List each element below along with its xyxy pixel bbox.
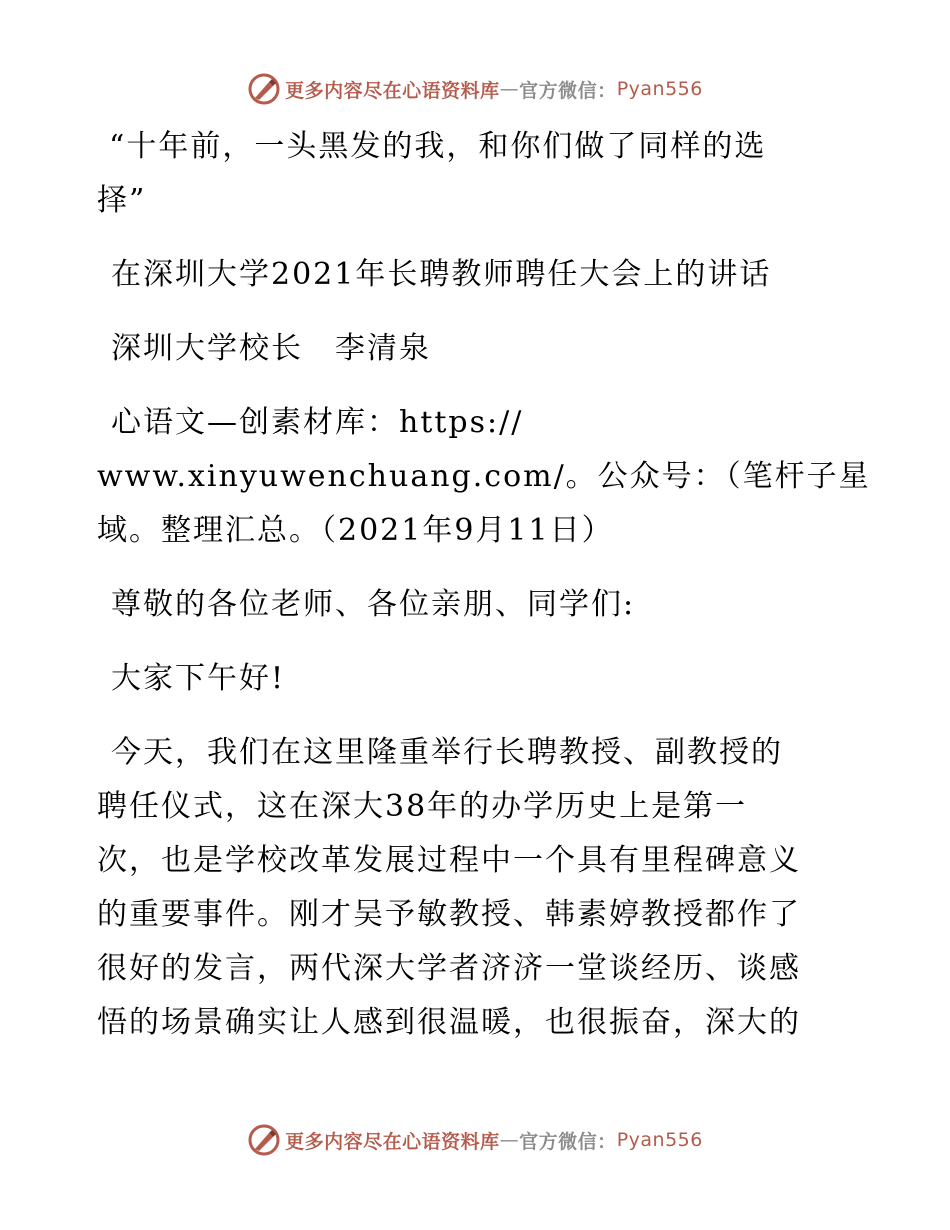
source-line-1: 心语文—创素材库：https:// [111, 405, 524, 440]
banner-promo-text: 更多内容尽在心语资料库 [285, 1130, 500, 1153]
salutation: 尊敬的各位老师、各位亲朋、同学们: [111, 587, 636, 622]
pen-logo-icon [247, 72, 281, 106]
body-line: 今天，我们在这里隆重举行长聘教授、副教授的 [111, 735, 783, 770]
banner-promo-text: 更多内容尽在心语资料库 [285, 79, 500, 102]
banner-dash: — [499, 1129, 520, 1151]
body-line: 的重要事件。刚才吴予敏教授、韩素婷教授都作了 [97, 897, 801, 932]
body-line: 很好的发言，两代深大学者济济一堂谈经历、谈感 [97, 951, 801, 986]
document-body [97, 120, 871, 1050]
banner-dash: — [499, 78, 520, 100]
source-line-2: www.xinyuwenchuang.com/。公众号：（笔杆子星 [97, 459, 871, 494]
title-line-2: 择” [97, 183, 147, 218]
pen-logo-icon [247, 1123, 281, 1157]
banner-wechat-label: 官方微信： [519, 79, 617, 102]
footer-watermark-banner [0, 1123, 950, 1157]
greeting: 大家下午好! [111, 661, 286, 696]
author-line: 深圳大学校长 李清泉 [111, 331, 431, 366]
subtitle: 在深圳大学2021年长聘教师聘任大会上的讲话 [111, 257, 772, 292]
banner-wechat-id: Pyan556 [616, 1129, 703, 1151]
body-line: 悟的场景确实让人感到很温暖，也很振奋，深大的 [97, 1005, 801, 1040]
banner-wechat-id: Pyan556 [616, 78, 703, 100]
banner-wechat-label: 官方微信： [519, 1130, 617, 1153]
header-watermark-banner [0, 72, 950, 106]
title-line-1: “十年前，一头黑发的我，和你们做了同样的选 [109, 129, 767, 164]
source-line-3: 域。整理汇总。（2021年9月11日） [97, 513, 614, 548]
body-line: 次，也是学校改革发展过程中一个具有里程碑意义 [97, 843, 801, 878]
body-line: 聘任仪式，这在深大38年的办学历史上是第一 [97, 789, 748, 824]
